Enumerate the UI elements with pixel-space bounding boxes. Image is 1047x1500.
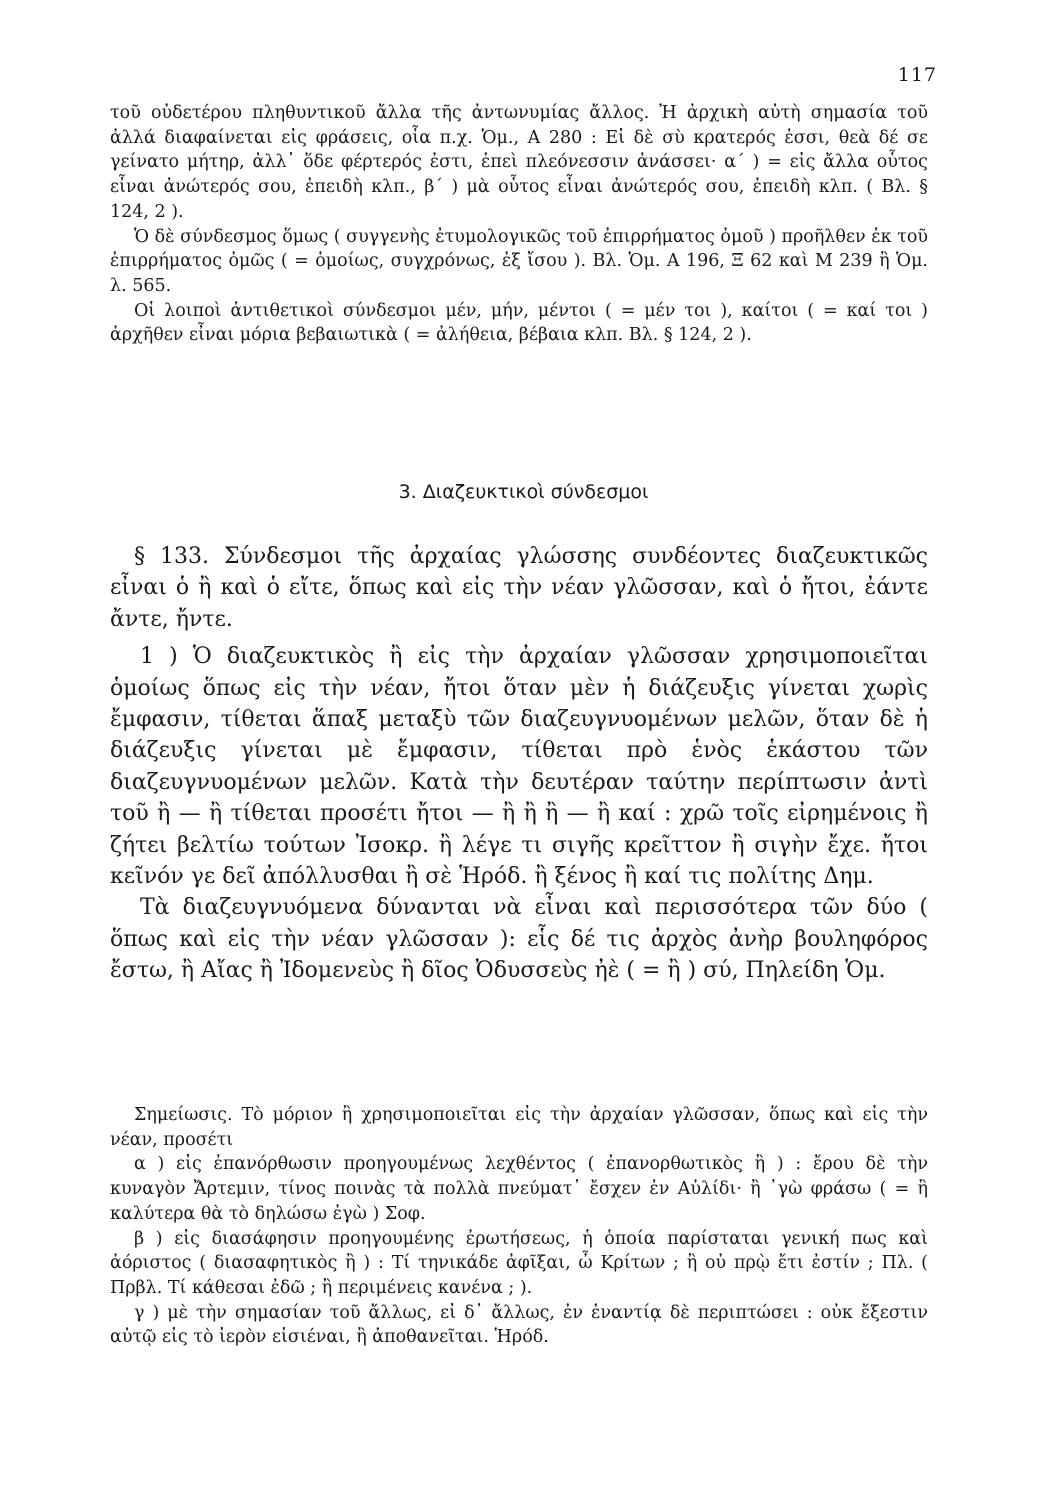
note-paragraph-intro: Σημείωσις. Τὸ μόριον ἢ χρησιμοποιεῖται εἰς τὴν ἀρχαίαν γλῶσσαν, ὅπως καὶ εἰς τὴν νέαν, προσέτι	[110, 1105, 928, 1150]
top-paragraph-2: Ὁ δὲ σύνδεσμος ὅμως ( συγγενὴς ἐτυμολογικῶς τοῦ ἐπιρρήματος ὁμοῦ ) προῆλθεν ἐκ τοῦ ἐπιρρήματος ὁμῶς ( = ὁμοίως, συγχρόνως, ἐξ ἴσου ). Βλ. Ὁμ. Α 196, Ξ 62 καὶ Μ 239 ἢ Ὁμ. λ. 565.	[110, 226, 928, 296]
section-heading: 3. Διαζευκτικοὶ σύνδεσμοι	[398, 481, 649, 503]
main-text-block	[110, 541, 928, 987]
section-paragraph-examples: Τὰ διαζευγνυόμενα δύνανται νὰ εἶναι καὶ περισσότερα τῶν δύο ( ὅπως καὶ εἰς τὴν νέαν γλῶσσαν ): εἷς δέ τις ἀρχὸς ἀνὴρ βουληφόρος ἔστω, ἢ Αἴας ἢ Ἰδομενεὺς ἢ δῖος Ὀδυσσεὺς ἠὲ ( = ἢ ) σύ, Πηλείδη Ὁμ.	[110, 895, 928, 984]
section-paragraph-133: § 133. Σύνδεσμοι τῆς ἀρχαίας γλώσσης συνδέοντες διαζευκτικῶς εἶναι ὁ ἢ καὶ ὁ εἴτε, ὅπως καὶ εἰς τὴν νέαν γλῶσσαν, καὶ ὁ ἤτοι, ἐάντε ἄντε, ἤντε.	[110, 544, 928, 632]
note-text-block	[110, 1103, 928, 1350]
note-paragraph-gamma: γ ) μὲ τὴν σημασίαν τοῦ ἄλλως, εἰ δ᾿ ἄλλως, ἐν ἐναντίᾳ δὲ περιπτώσει : οὐκ ἔξεστιν αὐτῷ εἰς τὸ ἱερὸν εἰσιέναι, ἢ ἀποθανεῖται. Ἡρόδ.	[110, 1302, 928, 1348]
page-number: 117	[897, 64, 937, 86]
top-paragraph-3: Οἱ λοιποὶ ἀντιθετικοὶ σύνδεσμοι μέν, μήν, μέντοι ( = μέν τοι ), καίτοι ( = καί τοι ) ἀρχῆθεν εἶναι μόρια βεβαιωτικὰ ( = ἀλήθεια, βέβαια κλπ. Βλ. § 124, 2 ).	[110, 300, 928, 346]
section-paragraph-point-1: 1 ) Ὁ διαζευκτικὸς ἢ εἰς τὴν ἀρχαίαν γλῶσσαν χρησιμοποιεῖται ὁμοίως ὅπως εἰς τὴν νέαν, ἤτοι ὅταν μὲν ἡ διάζευξις γίνεται χωρὶς ἔμφασιν, τίθεται ἅπαξ μεταξὺ τῶν διαζευγνυομένων μελῶν, ὅταν δὲ ἡ διάζευξις γίνεται μὲ ἔμφασιν, τίθεται πρὸ ἑνὸς ἑκάστου τῶν διαζευγνυομένων μελῶν. Κατὰ τὴν δευτέραν ταύτην περίπτωσιν ἀντὶ τοῦ ἢ — ἢ τίθεται προσέτι ἤτοι — ἢ ἢ ἢ — ἢ καί : χρῶ τοῖς εἰρημένοις ἢ ζήτει βελτίω τούτων Ἰσοκρ. ἢ λέγε τι σιγῆς κρεῖττον ἢ σιγὴν ἔχε. ἤτοι κεῖνόν γε δεῖ ἀπόλλυσθαι ἢ σὲ Ἡρόδ. ἢ ξένος ἢ καί τις πολίτης Δημ.	[110, 644, 928, 890]
top-text-block	[110, 101, 928, 348]
top-paragraph-1: τοῦ οὐδετέρου πληθυντικοῦ ἄλλα τῆς ἀντωνυμίας ἄλλος. Ἡ ἀρχικὴ αὐτὴ σημασία τοῦ ἀλλά διαφαίνεται εἰς φράσεις, οἷα π.χ. Ὁμ., Α 280 : Εἰ δὲ σὺ κρατερός ἐσσι, θεὰ δέ σε γείνατο μήτηρ, ἀλλ᾿ ὅδε φέρτερός ἐστι, ἐπεὶ πλεόνεσσιν ἀνάσσει· α΄ ) = εἰς ἄλλα οὗτος εἶναι ἀνώτερός σου, ἐπειδὴ κλπ., β΄ ) μὰ οὗτος εἶναι ἀνώτερός σου, ἐπειδὴ κλπ. ( Βλ. § 124, 2 ).	[110, 103, 928, 222]
note-paragraph-alpha: α ) εἰς ἐπανόρθωσιν προηγουμένως λεχθέντος ( ἐπανορθωτικὸς ἢ ) : ἔρου δὲ τὴν κυναγὸν Ἄρτεμιν, τίνος ποινὰς τὰ πολλὰ πνεύματ᾿ ἔσχεν ἐν Αὐλίδι· ἢ ᾿γὼ φράσω ( = ἢ καλύτερα θὰ τὸ δηλώσω ἐγὼ ) Σοφ.	[110, 1154, 928, 1224]
note-paragraph-beta: β ) εἰς διασάφησιν προηγουμένης ἐρωτήσεως, ἡ ὁποία παρίσταται γενική πως καὶ ἀόριστος ( διασαφητικὸς ἢ ) : Τί τηνικάδε ἀφῖξαι, ὦ Κρίτων ; ἢ οὐ πρῲ ἔτι ἐστίν ; Πλ. ( Πρβλ. Τί κάθεσαι ἐδῶ ; ἢ περιμένεις κανένα ; ).	[110, 1228, 928, 1298]
